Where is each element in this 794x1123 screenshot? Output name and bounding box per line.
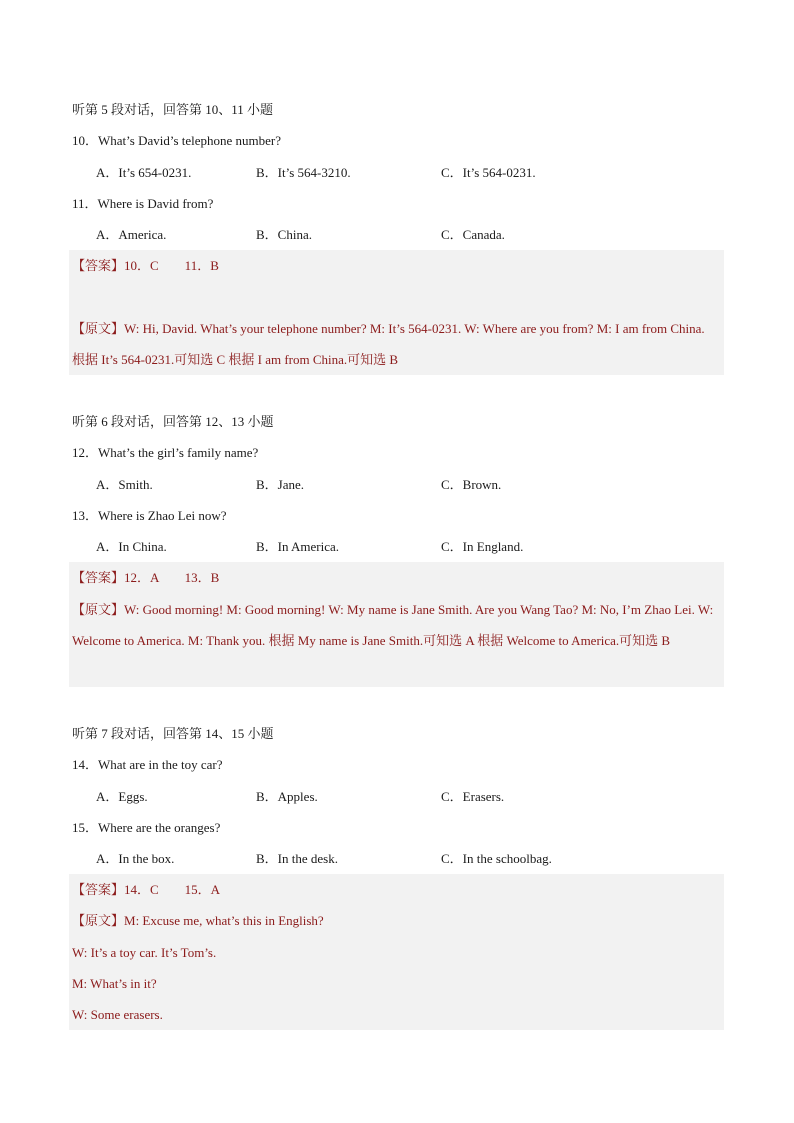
section-heading: 听第 5 段对话，回答第 10、11 小题 <box>72 102 274 117</box>
source-paragraph <box>72 313 720 375</box>
source-label: 【原文】 <box>72 602 125 617</box>
source-text: W: Hi, David. What’s your telephone number? M: It’s 564-0231. W: Where are you from? M: I am from China. 根据 It’s 564-0231.可知选 C 根据 I am from China.可知选 B <box>72 321 705 367</box>
question-text: 15．Where are the oranges? <box>72 820 221 835</box>
source-label: 【原文】 <box>72 321 125 336</box>
question-text: 12．What’s the girl’s family name? <box>72 445 259 460</box>
answer-line <box>72 256 219 276</box>
option-b: B．China. <box>256 227 312 242</box>
question-text: 13．Where is Zhao Lei now? <box>72 508 227 523</box>
section-heading: 听第 7 段对话，回答第 14、15 小题 <box>72 726 274 741</box>
answer-text: 12．A 13．B <box>124 570 220 585</box>
question-text: 14．What are in the toy car? <box>72 757 223 772</box>
option-a: A．In China. <box>96 539 167 554</box>
question-text: 10．What’s David’s telephone number? <box>72 133 282 148</box>
option-a: A．America. <box>96 227 167 242</box>
source-line <box>72 911 324 931</box>
answer-label: 【答案】 <box>72 570 125 585</box>
option-c: C．Erasers. <box>441 789 505 804</box>
answer-label: 【答案】 <box>72 882 125 897</box>
option-a: A．It’s 654-0231. <box>96 165 192 180</box>
option-b: B．In America. <box>256 539 340 554</box>
answer-text: 10．C 11．B <box>124 258 219 273</box>
answer-line <box>72 568 219 588</box>
option-a: A．Smith. <box>96 477 153 492</box>
option-c: C．It’s 564-0231. <box>441 165 536 180</box>
option-b: B．Apples. <box>256 789 318 804</box>
source-line: W: Some erasers. <box>72 1007 163 1022</box>
source-line: W: It’s a toy car. It’s Tom’s. <box>72 945 217 960</box>
option-c: C．In the schoolbag. <box>441 851 552 866</box>
option-c: C．Brown. <box>441 477 502 492</box>
source-line: M: What’s in it? <box>72 976 157 991</box>
option-a: A．Eggs. <box>96 789 148 804</box>
source-paragraph <box>72 594 720 656</box>
source-text: W: Good morning! M: Good morning! W: My name is Jane Smith. Are you Wang Tao? M: No, I’m Zhao Lei. W: Welcome to America. M: Thank you. 根据 My name is Jane Smith.可知选 A 根据 Welcome to America.可知选 B <box>72 602 714 648</box>
answer-text: 14．C 15．A <box>124 882 221 897</box>
option-b: B．In the desk. <box>256 851 338 866</box>
answer-line <box>72 880 220 900</box>
option-b: B．Jane. <box>256 477 305 492</box>
question-text: 11．Where is David from? <box>72 196 214 211</box>
source-label: 【原文】 <box>72 913 125 928</box>
option-c: C．In England. <box>441 539 524 554</box>
answer-label: 【答案】 <box>72 258 125 273</box>
section-heading: 听第 6 段对话，回答第 12、13 小题 <box>72 414 274 429</box>
option-a: A．In the box. <box>96 851 175 866</box>
option-b: B．It’s 564-3210. <box>256 165 351 180</box>
option-c: C．Canada. <box>441 227 505 242</box>
source-text: M: Excuse me, what’s this in English? <box>124 913 324 928</box>
